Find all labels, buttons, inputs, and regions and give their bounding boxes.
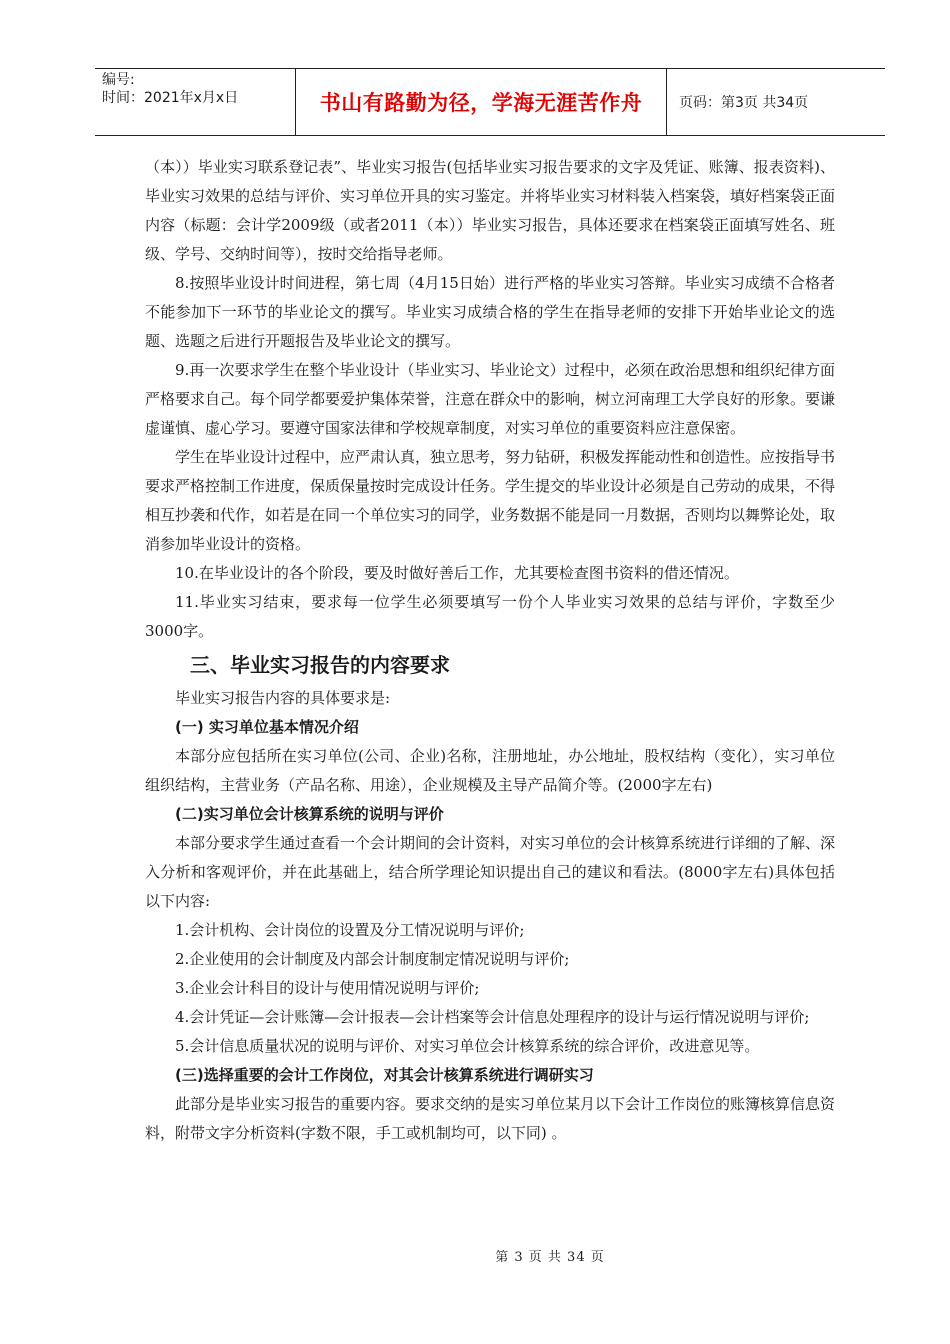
header-page-label: 页码：第3页 共34页 <box>679 95 809 111</box>
list-item: 4.会计凭证—会计账簿—会计报表—会计档案等会计信息处理程序的设计与运行情况说明与评价; <box>175 1008 810 1026</box>
paragraph: 毕业实习报告内容的具体要求是: <box>175 689 391 707</box>
header-meta <box>95 69 296 135</box>
paragraph: 本部分应包括所在实习单位(公司、企业)名称，注册地址，办公地址，股权结构（变化），实习单位组织结构，主营业务（产品名称、用途），企业规模及主导产品简介等。(2000字左右) <box>145 747 835 794</box>
paragraph: 此部分是毕业实习报告的重要内容。要求交纳的是实习单位某月以下会计工作岗位的账簿核算信息资料，附带文字分析资料(字数不限，手工或机制均可，以下同) 。 <box>145 1095 836 1142</box>
paragraph: 学生在毕业设计过程中，应严肃认真，独立思考，努力钻研，积极发挥能动性和创造性。应按指导书要求严格控制工作进度，保质保量按时完成设计任务。学生提交的毕业设计必须是自己劳动的成果，不得相互抄袭和代作，如若是在同一个单位实习的同学，业务数据不能是同一月数据，否则均以舞弊论处，取消参加毕业设计的资格。 <box>145 448 836 553</box>
document-number-label: 编号: <box>102 72 135 88</box>
document-time-label: 时间：2021年x月x日 <box>102 90 239 106</box>
header-motto: 书山有路勤为径，学海无涯苦作舟 <box>296 69 667 135</box>
section-title: 三、毕业实习报告的内容要求 <box>190 653 450 677</box>
paragraph: 10.在毕业设计的各个阶段，要及时做好善后工作，尤其要检查图书资料的借还情况。 <box>175 564 739 582</box>
page-footer: 第 3 页 共 34 页 <box>495 1250 605 1265</box>
paragraph: 9.再一次要求学生在整个毕业设计（毕业实习、毕业论文）过程中，必须在政治思想和组织纪律方面严格要求自己。每个同学都要爱护集体荣誉，注意在群众中的影响，树立河南理工大学良好的形象。要谦虚谨慎、虚心学习。要遵守国家法律和学校规章制度，对实习单位的重要资料应注意保密。 <box>145 361 836 437</box>
list-item: 1.会计机构、会计岗位的设置及分工情况说明与评价; <box>175 921 525 939</box>
subsection-title: (一) 实习单位基本情况介绍 <box>175 718 359 736</box>
list-item: 3.企业会计科目的设计与使用情况说明与评价; <box>175 979 480 997</box>
paragraph: 本部分要求学生通过查看一个会计期间的会计资料，对实习单位的会计核算系统进行详细的了解、深入分析和客观评价，并在此基础上，结合所学理论知识提出自己的建议和看法。(8000字左右)具体包括以下内容: <box>145 834 836 910</box>
page-header <box>95 68 885 136</box>
subsection-title: (三)选择重要的会计工作岗位，对其会计核算系统进行调研实习 <box>175 1066 594 1084</box>
list-item: 2.企业使用的会计制度及内部会计制度制定情况说明与评价; <box>175 950 570 968</box>
list-item: 5.会计信息质量状况的说明与评价、对实习单位会计核算系统的综合评价，改进意见等。 <box>175 1037 760 1055</box>
document-body <box>145 153 835 1148</box>
paragraph: 8.按照毕业设计时间进程，第七周（4月15日始）进行严格的毕业实习答辩。毕业实习成绩不合格者不能参加下一环节的毕业论文的撰写。毕业实习成绩合格的学生在指导老师的安排下开始毕业论文的选题、选题之后进行开题报告及毕业论文的撰写。 <box>145 274 835 350</box>
subsection-title: (二)实习单位会计核算系统的说明与评价 <box>175 805 444 823</box>
paragraph: 11.毕业实习结束，要求每一位学生必须要填写一份个人毕业实习效果的总结与评价，字数至少3000字。 <box>145 593 835 640</box>
paragraph: （本））毕业实习联系登记表”、毕业实习报告(包括毕业实习报告要求的文字及凭证、账簿、报表资料)、毕业实习效果的总结与评价、实习单位开具的实习鉴定。并将毕业实习材料装入档案袋，填好档案袋正面内容（标题：会计学2009级（或者2011（本））毕业实习报告，具体还要求在档案袋正面填写姓名、班级、学号、交纳时间等），按时交给指导老师。 <box>145 158 836 263</box>
